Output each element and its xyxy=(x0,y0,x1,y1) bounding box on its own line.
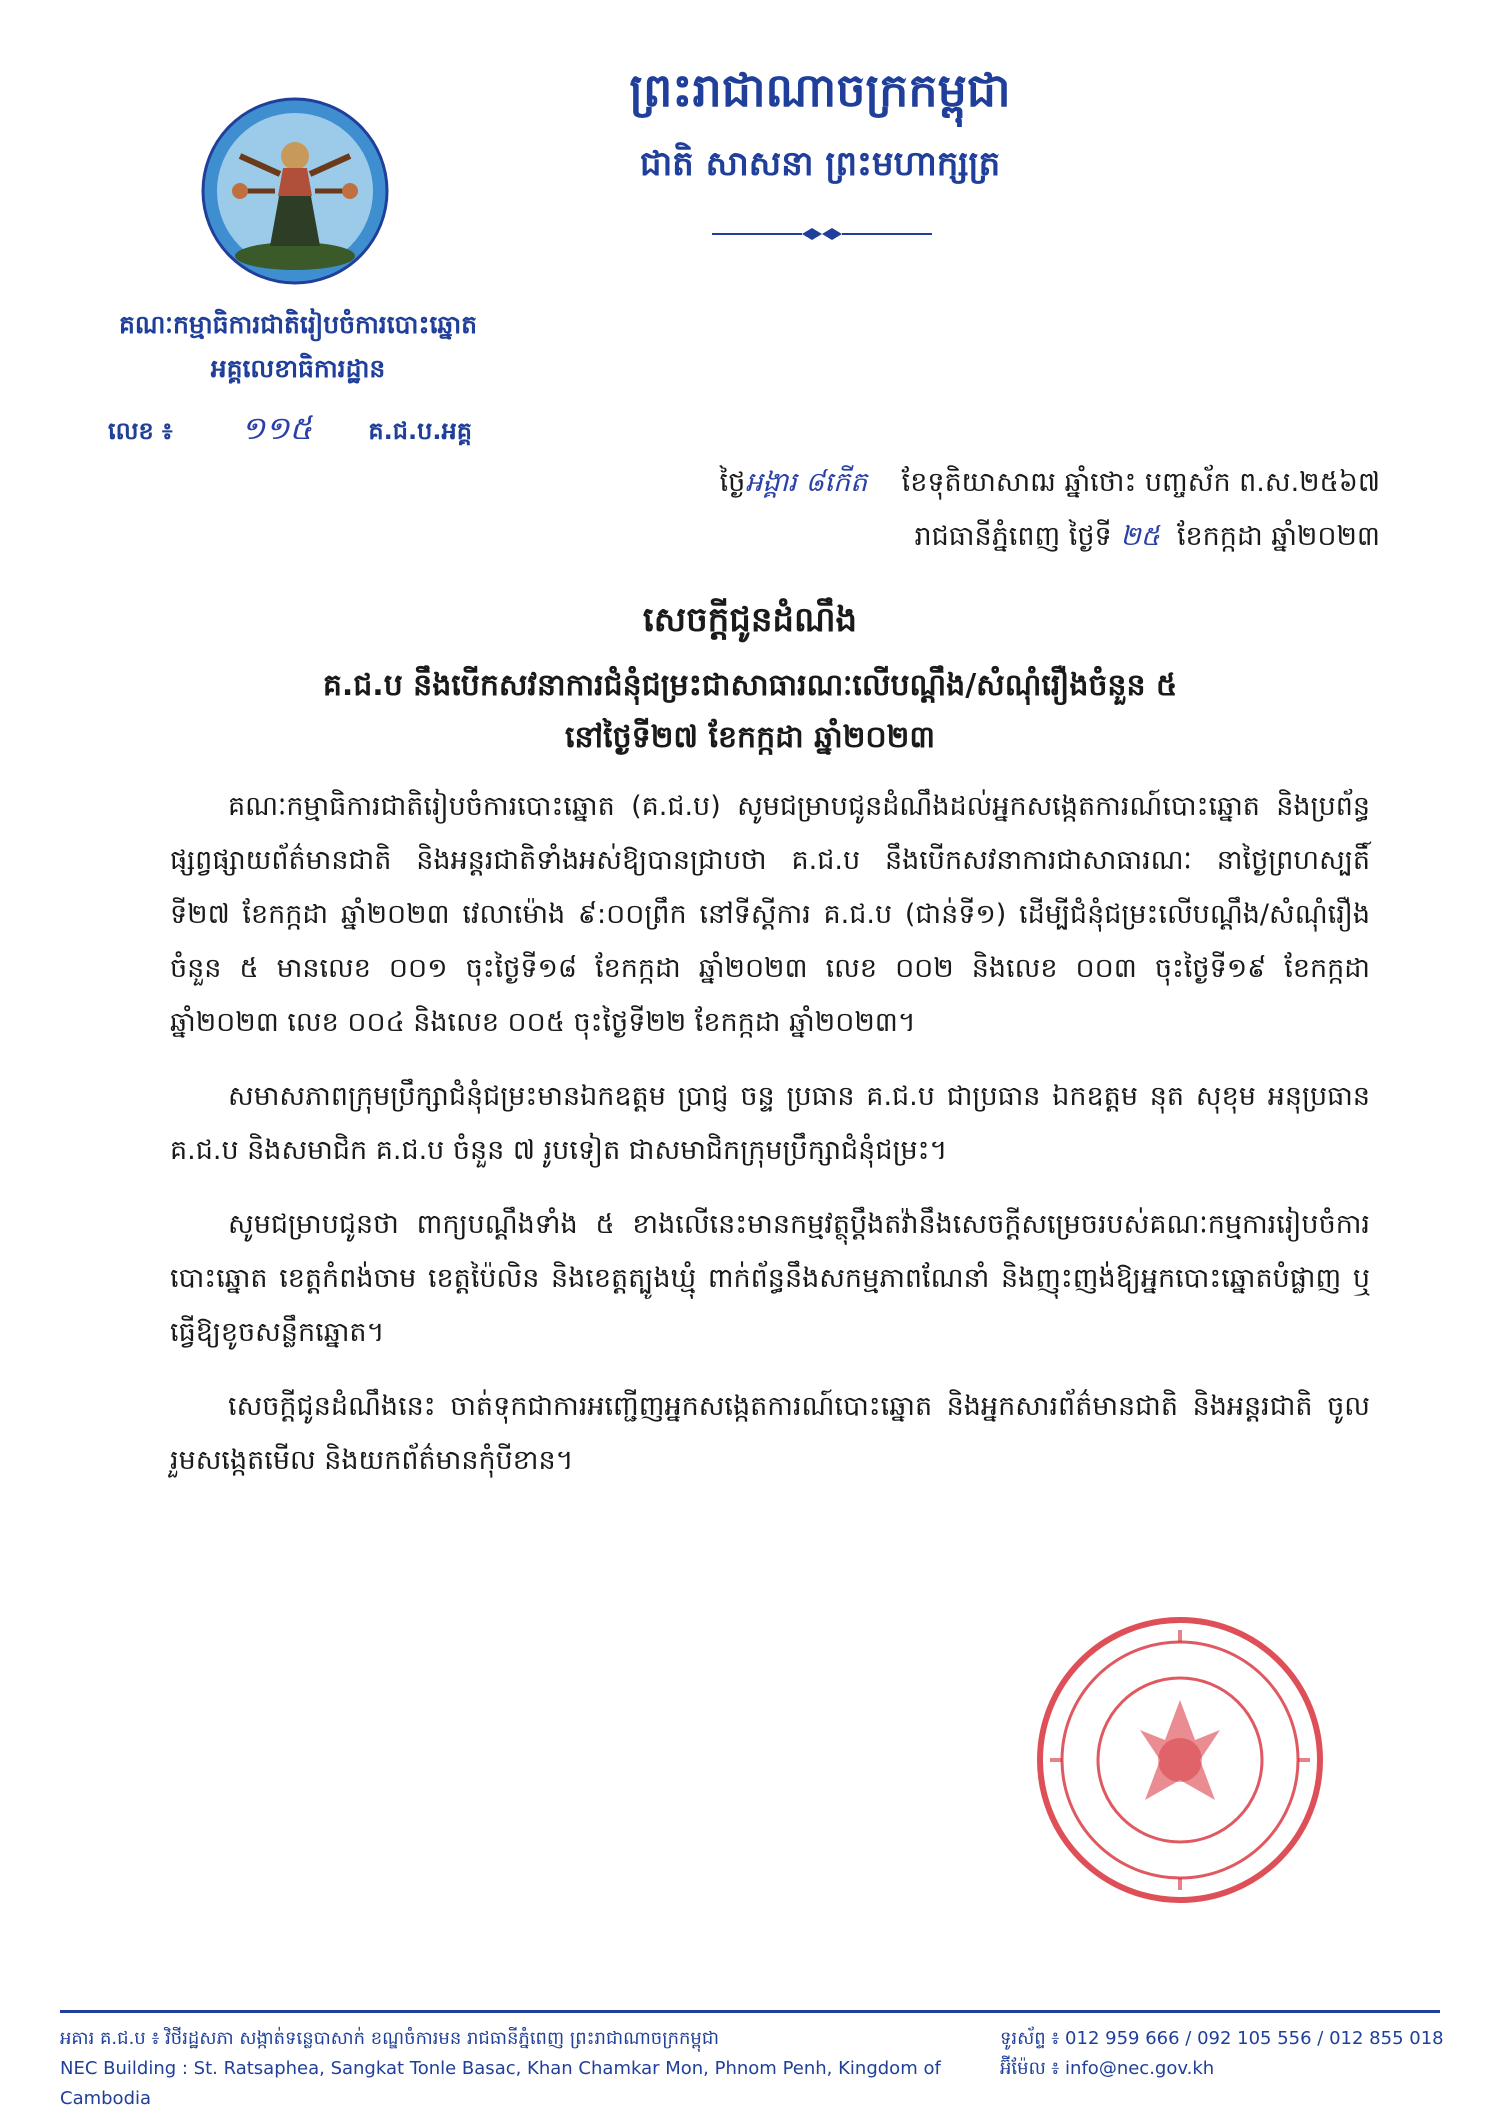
solar-date-prefix: រាជធានីភ្នំពេញ ថ្ងៃទី xyxy=(914,521,1112,552)
document-title: សេចក្តីជូនដំណឹង xyxy=(642,600,858,640)
footer-address-en: NEC Building : St. Ratsaphea, Sangkat Tonle Basac, Khan Chamkar Mon, Phnom Penh, Kingdom of Cambodia xyxy=(60,2058,941,2109)
solar-date-handwritten: ២៥ xyxy=(1120,521,1160,552)
document-body xyxy=(170,780,1370,1508)
document-subtitle xyxy=(200,660,1300,764)
body-paragraph: សូមជម្រាបជូនថា ពាក្យបណ្តឹងទាំង ៥ ខាងលើនេះមានកម្មវត្ថុប្តឹងតវ៉ានឹងសេចក្តីសម្រេចរបស់គណៈកម្មការរៀបចំការបោះឆ្នោត ខេត្តកំពង់ចាម ខេត្តប៉ៃលិន និងខេត្តត្បូងឃ្មុំ ពាក់ព័ន្ធនឹងសកម្មភាពណែនាំ និងញុះញង់ឱ្យអ្នកបោះឆ្នោតបំផ្លាញ ឬធ្វើឱ្យខូចសន្លឹកឆ្នោត។ xyxy=(170,1209,1370,1348)
footer-phone: ទូរស័ព្ទ ៖ 012 959 666 / 092 105 556 / 012 855 018 xyxy=(1000,2028,1444,2049)
reference-line xyxy=(108,408,472,455)
body-paragraph: សេចក្តីជូនដំណឹងនេះ ចាត់ទុកជាការអញ្ជើញអ្នកសង្កេតការណ៍បោះឆ្នោត និងអ្នកសារព័ត៌មានជាតិ និងអន្តរជាតិ ចូលរួមសង្កេតមើល និងយកព័ត៌មានកុំបីខាន។ xyxy=(170,1391,1370,1476)
lunar-date-rest: ខែទុតិយាសាឍ ឆ្នាំថោះ បញ្ចស័ក ព.ស.២៥៦៧ xyxy=(901,467,1380,498)
subtitle-line: គ.ជ.ប នឹងបើកសវនាការជំនុំជម្រះជាសាធារណៈលើបណ្តឹង/សំណុំរឿងចំនួន ៥ xyxy=(322,668,1178,703)
reference-number: ១១៥ xyxy=(240,409,313,447)
reference-label: លេខ ៖ xyxy=(108,417,173,445)
lunar-date xyxy=(480,466,1380,505)
footer-divider xyxy=(60,2010,1440,2013)
footer-address-km: អគារ គ.ជ.ប ៖ វិថីរដ្ឋសភា សង្កាត់ទន្លេបាសាក់ ខណ្ឌចំការមន រាជធានីភ្នំពេញ ព្រះរាជាណាចក្រកម្ពុជា xyxy=(60,2028,719,2049)
footer-contact xyxy=(1000,2024,1460,2084)
solar-date xyxy=(480,520,1380,559)
footer-address xyxy=(60,2024,960,2114)
nec-logo-icon xyxy=(200,96,390,286)
body-paragraph: គណៈកម្មាធិការជាតិរៀបចំការបោះឆ្នោត (គ.ជ.ប) សូមជម្រាបជូនដំណឹងដល់អ្នកសង្កេតការណ៍បោះឆ្នោត និងប្រព័ន្ធផ្សព្វផ្សាយព័ត៌មានជាតិ និងអន្តរជាតិទាំងអស់ឱ្យបានជ្រាបថា គ.ជ.ប នឹងបើកសវនាការជាសាធារណៈ នាថ្ងៃព្រហស្បតិ៍ ទី២៧ ខែកក្កដា ឆ្នាំ២០២៣ វេលាម៉ោង ៩:០០ព្រឹក នៅទីស្តីការ គ.ជ.ប (ជាន់ទី១) ដើម្បីជំនុំជម្រះលើបណ្តឹង/សំណុំរឿង ចំនួន ៥ មានលេខ ០០១ ចុះថ្ងៃទី១៨ ខែកក្កដា ឆ្នាំ២០២៣ លេខ ០០២ និងលេខ ០០៣ ចុះថ្ងៃទី១៩ ខែកក្កដា ឆ្នាំ២០២៣ លេខ ០០៤ និងលេខ ០០៥ ចុះថ្ងៃទី២២ ខែកក្កដា ឆ្នាំ២០២៣។ xyxy=(170,791,1370,1038)
lunar-date-handwritten: អង្គារ ៨កើត xyxy=(745,467,868,498)
lunar-date-prefix: ថ្ងៃ xyxy=(719,467,746,498)
body-paragraph: សមាសភាពក្រុមប្រឹក្សាជំនុំជម្រះមានឯកឧត្តម ប្រាជ្ញ ចន្ទ ប្រធាន គ.ជ.ប ជាប្រធាន ឯកឧត្តម នុត សុខុម អនុប្រធាន គ.ជ.ប និងសមាជិក គ.ជ.ប ចំនួន ៧ រូបទៀត ជាសមាជិកក្រុមប្រឹក្សាជំនុំជម្រះ។ xyxy=(170,1081,1370,1166)
official-seal-icon xyxy=(1030,1610,1330,1910)
solar-date-rest: ខែកក្កដា ឆ្នាំ២០២៣ xyxy=(1176,521,1380,552)
ornament-divider-icon xyxy=(712,226,932,242)
department-name: អគ្គលេខាធិការដ្ឋាន xyxy=(210,354,386,383)
organization-name: គណៈកម្មាធិការជាតិរៀបចំការបោះឆ្នោត xyxy=(118,310,478,339)
reference-suffix: គ.ជ.ប.អគ្គ xyxy=(368,417,472,445)
footer-email: អ៊ីម៉ែល ៖ info@nec.gov.kh xyxy=(1000,2058,1215,2079)
subtitle-line: នៅថ្ងៃទី២៧ ខែកក្កដា ឆ្នាំ២០២៣ xyxy=(565,720,935,755)
kingdom-title: ព្រះរាជាណាចក្រកម្ពុជា xyxy=(629,63,1011,117)
national-motto: ជាតិ សាសនា ព្រះមហាក្សត្រ xyxy=(639,144,1001,184)
